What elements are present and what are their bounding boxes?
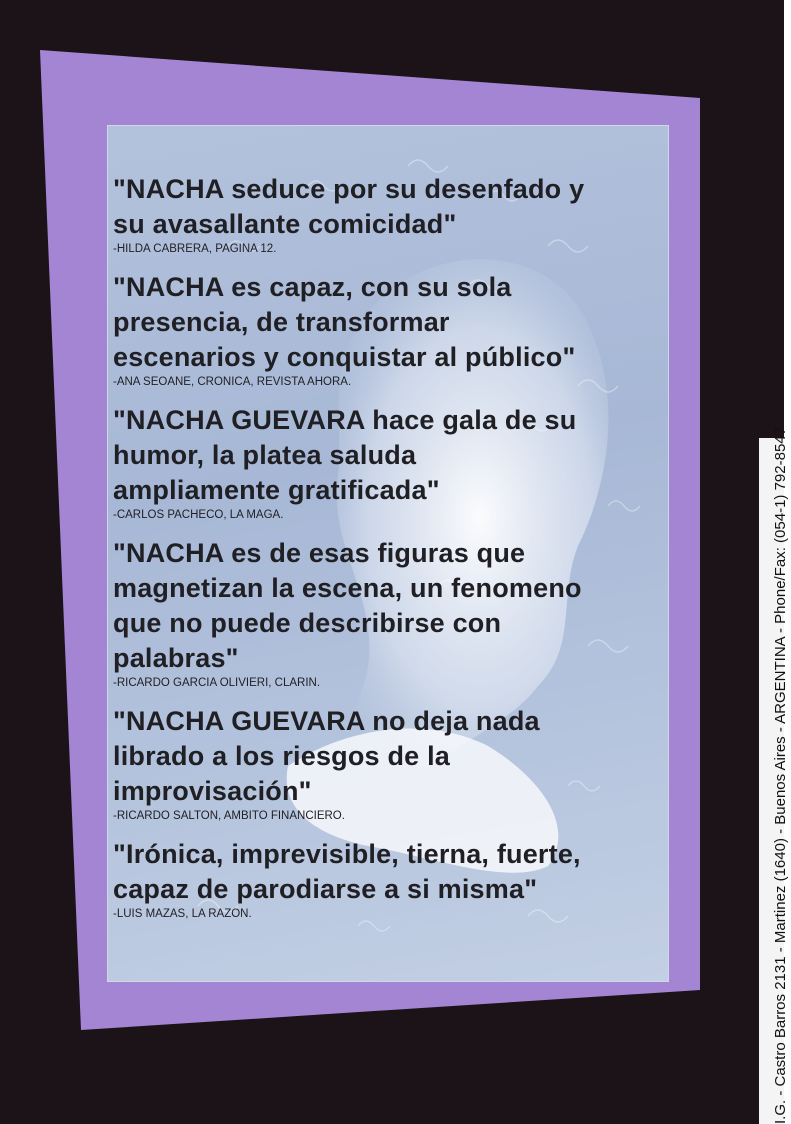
quote-line: su avasallante comicidad" (113, 209, 457, 239)
quote-block (113, 837, 661, 921)
quote-block (113, 172, 661, 256)
quote-source: -HILDA CABRERA, PAGINA 12. (113, 243, 277, 255)
quote-line: "NACHA es capaz, con su sola (113, 272, 512, 302)
quote-line: librado a los riesgos de la (113, 741, 451, 771)
quote-source: -ANA SEOANE, CRONICA, REVISTA AHORA. (113, 376, 352, 388)
quote-line: "Irónica, imprevisible, tierna, fuerte, (113, 839, 581, 869)
quote-line: "NACHA es de esas figuras que (113, 538, 526, 568)
quote-line: "NACHA GUEVARA no deja nada (113, 706, 540, 736)
quote-block (113, 403, 661, 522)
quote-line: "NACHA GUEVARA hace gala de su (113, 405, 577, 435)
contact-footer-text: I.G. - Castro Barros 2131 - Martinez (1640) - Buenos Aires - ARGENTINA - Phone/Fax: (054-1) 792-8547 (772, 427, 789, 1124)
quote-source: -RICARDO GARCIA OLIVIERI, CLARIN. (113, 677, 321, 689)
quote-line: ampliamente gratificada" (113, 475, 440, 505)
quote-block (113, 270, 661, 389)
quotes-list (113, 172, 661, 921)
quote-line: palabras" (113, 643, 239, 673)
quote-line: que no puede describirse con (113, 608, 502, 638)
quote-source: -CARLOS PACHECO, LA MAGA. (113, 509, 284, 521)
quote-line: escenarios y conquistar al público" (113, 342, 576, 372)
quote-source: -LUIS MAZAS, LA RAZON. (113, 908, 252, 920)
quote-line: improvisación" (113, 776, 312, 806)
quote-source: -RICARDO SALTON, AMBITO FINANCIERO. (113, 810, 345, 822)
quote-line: magnetizan la escena, un fenomeno (113, 573, 582, 603)
quote-block (113, 704, 661, 823)
quote-line: "NACHA seduce por su desenfado y (113, 174, 585, 204)
quote-block (113, 536, 661, 690)
quote-line: humor, la platea saluda (113, 440, 417, 470)
quote-line: presencia, de transformar (113, 307, 450, 337)
quote-line: capaz de parodiarse a si misma" (113, 874, 538, 904)
